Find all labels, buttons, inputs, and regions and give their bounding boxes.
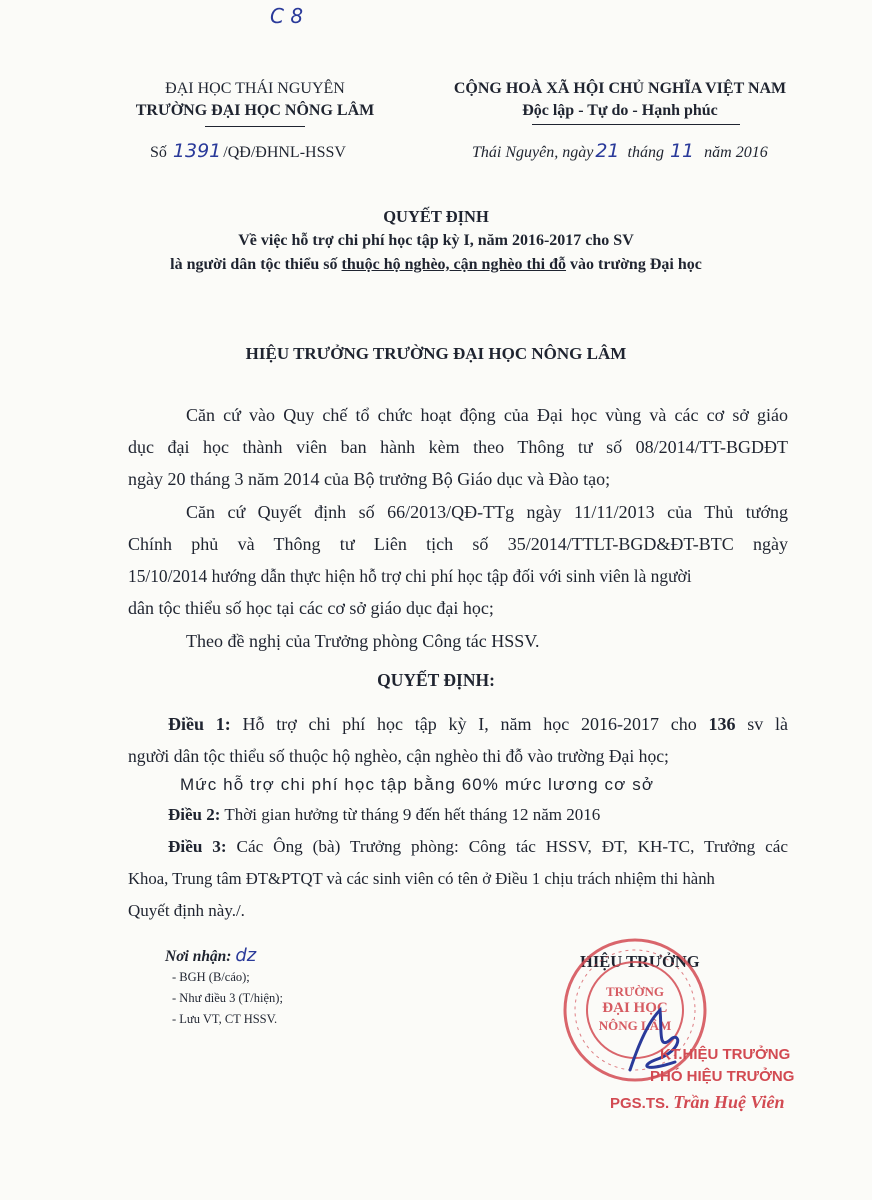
- header-right-rule: [532, 124, 740, 125]
- article-1-text-a: Hỗ trợ chi phí học tập kỳ I, năm học 2016-2017 cho: [230, 714, 709, 734]
- recipient-item: - Như điều 3 (T/hiện);: [172, 991, 283, 1005]
- signatory-deputy: PHÓ HIỆU TRƯỞNG: [650, 1068, 795, 1085]
- document-date: [472, 140, 768, 162]
- document-heading: QUYẾT ĐỊNH: [383, 207, 489, 226]
- document-subject-1: Về việc hỗ trợ chi phí học tập kỳ I, năm 2016-2017 cho SV: [238, 232, 634, 249]
- preamble-line-2: dục đại học thành viên ban hành kèm theo Thông tư số 08/2014/TT-BGDĐT: [128, 437, 788, 457]
- date-day: 21: [595, 140, 620, 162]
- signatory-title: HIỆU TRƯỞNG: [580, 952, 700, 971]
- preamble-line-1: Căn cứ vào Quy chế tổ chức hoạt động của Đại học vùng và các cơ sở giáo: [186, 405, 788, 425]
- seal-line-2: ĐẠI HỌC: [602, 1000, 668, 1016]
- document-subject-2: [0, 256, 872, 274]
- national-motto: Độc lập - Tự do - Hạnh phúc: [522, 102, 718, 119]
- recipients-mark: dz: [235, 945, 257, 966]
- date-prefix: Thái Nguyên, ngày: [472, 144, 594, 161]
- signatory-name-text: Trần Huệ Viên: [673, 1092, 785, 1112]
- document-number: [150, 140, 346, 162]
- subject-2b: thuộc hộ nghèo, cận nghèo thi đỗ: [341, 256, 567, 273]
- signatory-name: [610, 1092, 785, 1113]
- institution-parent: ĐẠI HỌC THÁI NGUYÊN: [165, 80, 345, 97]
- article-3-line-1: [168, 837, 788, 857]
- date-year: năm 2016: [704, 144, 768, 161]
- article-1-line-1: [168, 714, 788, 735]
- preamble-line-3: ngày 20 tháng 3 năm 2014 của Bộ trưởng Bộ Giáo dục và Đào tạo;: [128, 469, 611, 489]
- article-3-line-2: Khoa, Trung tâm ĐT&PTQT và các sinh viên có tên ở Điều 1 chịu trách nhiệm thi hành: [128, 869, 715, 888]
- article-3-line-3: Quyết định này./.: [128, 901, 245, 920]
- article-1-label: Điều 1:: [168, 714, 231, 734]
- recipients-heading: [165, 945, 256, 966]
- signatory-kt: KT.HIỆU TRƯỞNG: [660, 1046, 791, 1063]
- institution-name: TRƯỜNG ĐẠI HỌC NÔNG LÂM: [135, 102, 375, 119]
- recipient-item: - Lưu VT, CT HSSV.: [172, 1012, 278, 1026]
- date-month: 11: [669, 140, 695, 162]
- recipients-label: Nơi nhận:: [165, 948, 232, 965]
- recipients-list: [172, 967, 283, 1030]
- article-3-label: Điều 3:: [168, 837, 227, 856]
- seal-line-1: TRƯỜNG: [605, 984, 665, 999]
- seal-line-3: NÔNG LÂM: [598, 1018, 672, 1033]
- article-1-count: 136: [708, 714, 736, 734]
- corner-note: C 8: [270, 4, 304, 28]
- preamble-line-7: dân tộc thiểu số học tại các cơ sở giáo dục đại học;: [128, 598, 494, 618]
- number-value: 1391: [172, 140, 222, 162]
- article-2: [168, 805, 600, 825]
- article-3-text-a: Các Ông (bà) Trưởng phòng: Công tác HSSV, ĐT, KH-TC, Trưởng các: [226, 837, 788, 856]
- article-1-line-3: Mức hỗ trợ chi phí học tập bằng 60% mức lương cơ sở: [180, 775, 655, 794]
- date-month-label: tháng: [627, 144, 664, 161]
- preamble-line-6: 15/10/2014 hướng dẫn thực hiện hỗ trợ chi phí học tập đối với sinh viên là người: [128, 566, 692, 586]
- article-1-text-b: sv là: [735, 714, 788, 734]
- number-suffix: /QĐ/ĐHNL-HSSV: [223, 144, 346, 161]
- preamble-line-4: Căn cứ Quyết định số 66/2013/QĐ-TTg ngày 11/11/2013 của Thủ tướng: [186, 502, 788, 522]
- header-left: [110, 78, 400, 122]
- preamble-line-5: Chính phủ và Thông tư Liên tịch số 35/2014/TTLT-BGD&ĐT-BTC ngày: [128, 534, 788, 554]
- decision-heading: QUYẾT ĐỊNH:: [377, 670, 495, 690]
- recipient-item: - BGH (B/cáo);: [172, 970, 250, 984]
- national-title: CỘNG HOÀ XÃ HỘI CHỦ NGHĨA VIỆT NAM: [453, 80, 787, 97]
- article-2-text: Thời gian hưởng từ tháng 9 đến hết tháng 12 năm 2016: [220, 805, 601, 824]
- article-1-line-2: người dân tộc thiểu số thuộc hộ nghèo, cận nghèo thi đỗ vào trường Đại học;: [128, 746, 669, 766]
- article-2-label: Điều 2:: [168, 805, 221, 824]
- header-right: [430, 78, 810, 122]
- subject-2a: là người dân tộc thiểu số: [170, 256, 342, 273]
- signatory-name-prefix: PGS.TS.: [610, 1095, 670, 1112]
- number-prefix: Số: [150, 144, 167, 161]
- header-left-rule: [205, 126, 305, 127]
- issuing-authority: HIỆU TRƯỞNG TRƯỜNG ĐẠI HỌC NÔNG LÂM: [245, 344, 627, 363]
- preamble-line-8: Theo đề nghị của Trưởng phòng Công tác HSSV.: [186, 631, 540, 651]
- subject-2c: vào trường Đại học: [566, 256, 702, 273]
